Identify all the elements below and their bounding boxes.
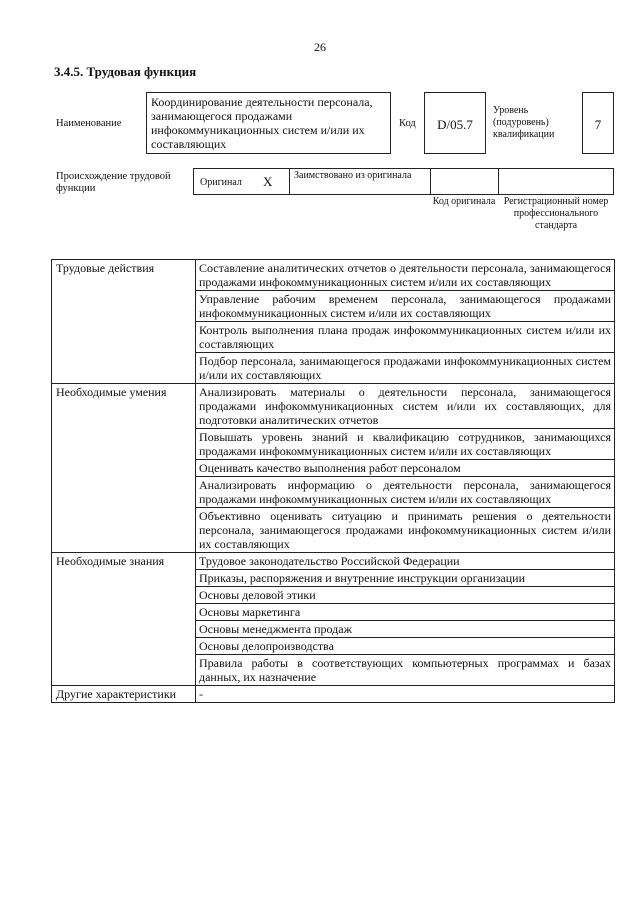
section-item: Приказы, распоряжения и внутренние инструкции организации bbox=[196, 570, 615, 587]
table-row bbox=[52, 384, 615, 429]
level-value: 7 bbox=[594, 117, 602, 132]
section-item: Основы маркетинга bbox=[196, 604, 615, 621]
section-item: Правила работы в соответствующих компьютерных программах и базах данных, их назначение bbox=[196, 655, 615, 686]
function-name-box bbox=[146, 92, 391, 154]
section-heading: Трудовые действия bbox=[52, 260, 196, 384]
origin-label: Происхождение трудовой функции bbox=[56, 171, 171, 194]
section-item: Составление аналитических отчетов о деятельности персонала, занимающегося продажами инфокоммуникационных систем и/или их составляющих bbox=[196, 260, 615, 291]
section-item: Анализировать материалы о деятельности персонала, занимающегося продажами инфокоммуникационных систем и/или их составляющих, для подготовки аналитических отчетов bbox=[196, 384, 615, 429]
level-box bbox=[582, 92, 614, 154]
labor-function-table bbox=[51, 259, 615, 703]
section-heading: Необходимые знания bbox=[52, 553, 196, 686]
registration-number-caption: Регистрационный номер профессионального стандарта bbox=[503, 196, 609, 231]
section-item: Подбор персонала, занимающегося продажами инфокоммуникационных систем и/или их составляющих bbox=[196, 353, 615, 384]
section-item: Анализировать информацию о деятельности персонала, занимающегося продажами инфокоммуникационных систем и/или их составляющих bbox=[196, 477, 615, 508]
section-item: Оценивать качество выполнения работ персоналом bbox=[196, 460, 615, 477]
original-mark: X bbox=[263, 174, 273, 189]
function-name-value: Координирование деятельности персонала, занимающегося продажами инфокоммуникационных систем и/или их составляющих bbox=[151, 95, 373, 151]
section-item: Объективно оценивать ситуацию и принимать решения о деятельности персонала, занимающегося продажами инфокоммуникационных систем и/или их составляющих bbox=[196, 508, 615, 553]
section-item: - bbox=[196, 686, 615, 703]
section-title: 3.4.5. Трудовая функция bbox=[54, 64, 197, 79]
divider bbox=[498, 169, 499, 194]
table-row bbox=[52, 553, 615, 570]
section-item: Основы деловой этики bbox=[196, 587, 615, 604]
table-row bbox=[52, 260, 615, 291]
section-item: Управление рабочим временем персонала, занимающегося продажами инфокоммуникационных систем и/или их составляющих bbox=[196, 291, 615, 322]
name-label: Наименование bbox=[56, 118, 122, 129]
code-label: Код bbox=[399, 118, 416, 129]
page-number: 26 bbox=[314, 40, 326, 54]
section-item: Повышать уровень знаний и квалификацию сотрудников, занимающихся продажами инфокоммуникационных систем и/или их составляющих bbox=[196, 429, 615, 460]
divider bbox=[430, 169, 431, 194]
section-heading: Другие характеристики bbox=[52, 686, 196, 703]
code-value: D/05.7 bbox=[437, 117, 473, 132]
divider bbox=[289, 169, 290, 194]
table-row bbox=[52, 686, 615, 703]
section-item: Трудовое законодательство Российской Федерации bbox=[196, 553, 615, 570]
original-label: Оригинал bbox=[200, 177, 242, 188]
code-box bbox=[424, 92, 486, 154]
code-original-caption: Код оригинала bbox=[432, 196, 496, 207]
section-item: Основы менеджмента продаж bbox=[196, 621, 615, 638]
section-heading: Необходимые умения bbox=[52, 384, 196, 553]
origin-row bbox=[193, 168, 614, 195]
section-item: Контроль выполнения плана продаж инфокоммуникационных систем и/или их составляющих bbox=[196, 322, 615, 353]
borrowed-label: Заимствовано из оригинала bbox=[294, 170, 412, 181]
section-item: Основы делопроизводства bbox=[196, 638, 615, 655]
level-label: Уровень (подуровень) квалификации bbox=[493, 105, 555, 140]
